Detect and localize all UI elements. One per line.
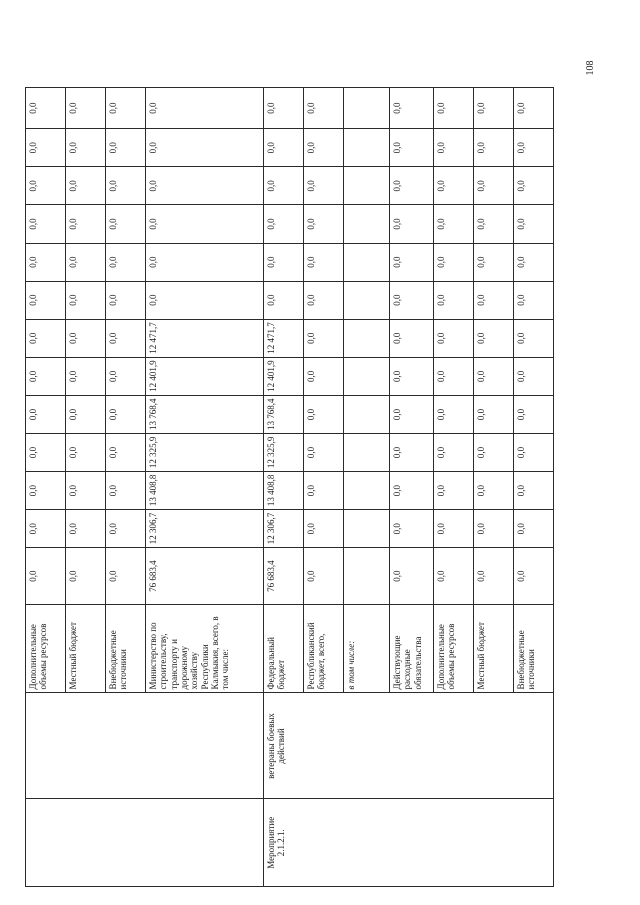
value-cell: 0,0 (474, 395, 514, 433)
funding-source-label: Внебюджетные источники (514, 604, 554, 693)
value-cell: 0,0 (514, 167, 554, 205)
value-cell: 0,0 (264, 167, 304, 205)
value-cell (344, 281, 390, 319)
value-cell: 0,0 (26, 510, 66, 548)
budget-table (25, 87, 554, 887)
value-cell: 0,0 (474, 357, 514, 395)
value-cell: 12 325,9 (264, 433, 304, 471)
funding-source-label: в том числе: (344, 604, 390, 693)
measure-name: ветераны боевых действий (264, 693, 554, 799)
value-cell (344, 433, 390, 471)
value-cell: 0,0 (434, 281, 474, 319)
value-cell: 0,0 (106, 395, 146, 433)
value-cell: 0,0 (66, 205, 106, 243)
value-cell: 0,0 (434, 472, 474, 510)
value-cell (344, 510, 390, 548)
value-cell: 12 401,9 (146, 357, 264, 395)
value-cell: 0,0 (264, 281, 304, 319)
value-cell: 0,0 (26, 281, 66, 319)
value-cell: 0,0 (66, 319, 106, 357)
value-cell: 0,0 (390, 88, 434, 129)
value-cell: 0,0 (304, 281, 344, 319)
value-cell: 0,0 (474, 319, 514, 357)
value-cell: 0,0 (106, 357, 146, 395)
funding-source-label: Местный бюджет (474, 604, 514, 693)
value-cell: 0,0 (390, 319, 434, 357)
value-cell: 0,0 (66, 472, 106, 510)
value-cell (344, 167, 390, 205)
value-cell: 0,0 (390, 472, 434, 510)
value-cell: 12 325,9 (146, 433, 264, 471)
value-cell: 0,0 (474, 129, 514, 167)
value-cell: 0,0 (474, 281, 514, 319)
value-cell: 13 768,4 (146, 395, 264, 433)
total-cell (344, 548, 390, 605)
total-cell: 0,0 (66, 548, 106, 605)
value-cell: 0,0 (474, 243, 514, 281)
value-cell (344, 129, 390, 167)
value-cell: 0,0 (514, 129, 554, 167)
value-cell: 0,0 (434, 433, 474, 471)
value-cell: 0,0 (304, 357, 344, 395)
value-cell (344, 357, 390, 395)
value-cell: 0,0 (514, 510, 554, 548)
value-cell: 0,0 (514, 243, 554, 281)
funding-source-label: Дополнительные объемы ресурсов (434, 604, 474, 693)
total-cell: 0,0 (304, 548, 344, 605)
value-cell: 0,0 (106, 281, 146, 319)
value-cell: 0,0 (26, 357, 66, 395)
total-cell: 76 683,4 (146, 548, 264, 605)
value-cell: 0,0 (474, 88, 514, 129)
value-cell: 0,0 (304, 167, 344, 205)
value-cell: 0,0 (146, 167, 264, 205)
value-cell: 0,0 (26, 205, 66, 243)
value-cell: 0,0 (390, 395, 434, 433)
value-cell: 13 768,4 (264, 395, 304, 433)
value-cell: 0,0 (106, 319, 146, 357)
value-cell: 0,0 (26, 319, 66, 357)
funding-source-label: Республиканский бюджет, всего, (304, 604, 344, 693)
value-cell: 0,0 (106, 433, 146, 471)
value-cell: 0,0 (304, 395, 344, 433)
table-row (26, 88, 66, 887)
value-cell: 0,0 (304, 433, 344, 471)
value-cell: 0,0 (514, 281, 554, 319)
value-cell: 0,0 (474, 510, 514, 548)
value-cell (344, 319, 390, 357)
funding-source-label: Дополнительные объемы ресурсов (26, 604, 66, 693)
total-cell: 0,0 (26, 548, 66, 605)
value-cell: 0,0 (434, 243, 474, 281)
value-cell: 0,0 (390, 510, 434, 548)
value-cell: 0,0 (66, 357, 106, 395)
value-cell: 0,0 (66, 129, 106, 167)
value-cell: 12 471,7 (264, 319, 304, 357)
value-cell: 0,0 (514, 88, 554, 129)
value-cell: 0,0 (146, 129, 264, 167)
value-cell: 0,0 (304, 243, 344, 281)
value-cell: 0,0 (146, 281, 264, 319)
value-cell: 0,0 (304, 205, 344, 243)
value-cell: 0,0 (66, 510, 106, 548)
value-cell: 0,0 (514, 472, 554, 510)
value-cell: 12 306,7 (264, 510, 304, 548)
value-cell: 0,0 (304, 319, 344, 357)
value-cell: 0,0 (474, 167, 514, 205)
value-cell: 0,0 (26, 167, 66, 205)
value-cell: 0,0 (474, 472, 514, 510)
budget-table-rotated (25, 87, 570, 887)
value-cell: 0,0 (26, 129, 66, 167)
value-cell (344, 395, 390, 433)
table-body (26, 88, 554, 887)
value-cell: 0,0 (26, 88, 66, 129)
measure-name-block-above (26, 693, 264, 799)
value-cell: 0,0 (434, 357, 474, 395)
value-cell: 0,0 (264, 243, 304, 281)
value-cell: 0,0 (106, 88, 146, 129)
value-cell: 0,0 (106, 205, 146, 243)
table-row (264, 88, 304, 887)
value-cell: 0,0 (514, 205, 554, 243)
value-cell: 0,0 (434, 319, 474, 357)
value-cell (344, 205, 390, 243)
value-cell: 12 401,9 (264, 357, 304, 395)
page-number: 108 (585, 60, 596, 76)
value-cell (344, 243, 390, 281)
value-cell: 0,0 (106, 167, 146, 205)
value-cell: 0,0 (26, 433, 66, 471)
funding-source-label: Внебюджетные источники (106, 604, 146, 693)
value-cell: 0,0 (390, 129, 434, 167)
value-cell: 0,0 (434, 88, 474, 129)
value-cell: 0,0 (66, 395, 106, 433)
value-cell: 0,0 (514, 433, 554, 471)
value-cell: 0,0 (514, 319, 554, 357)
funding-source-label: Министерство по строительству, транспорту и дорожному хозяйству Республики Калмыкия, всего, в том числе: (146, 604, 264, 693)
value-cell: 0,0 (26, 395, 66, 433)
value-cell: 0,0 (146, 205, 264, 243)
value-cell: 0,0 (390, 433, 434, 471)
value-cell: 0,0 (26, 243, 66, 281)
value-cell: 0,0 (66, 281, 106, 319)
value-cell: 0,0 (264, 88, 304, 129)
value-cell: 0,0 (390, 167, 434, 205)
value-cell: 0,0 (304, 88, 344, 129)
value-cell: 12 471,7 (146, 319, 264, 357)
value-cell: 0,0 (264, 129, 304, 167)
value-cell: 0,0 (304, 510, 344, 548)
value-cell (344, 88, 390, 129)
value-cell: 0,0 (106, 129, 146, 167)
value-cell: 0,0 (264, 205, 304, 243)
total-cell: 0,0 (434, 548, 474, 605)
value-cell: 0,0 (390, 357, 434, 395)
total-cell: 76 683,4 (264, 548, 304, 605)
value-cell: 0,0 (434, 395, 474, 433)
value-cell: 0,0 (106, 243, 146, 281)
value-cell: 0,0 (390, 243, 434, 281)
value-cell: 0,0 (434, 510, 474, 548)
value-cell: 13 408,8 (146, 472, 264, 510)
value-cell: 0,0 (106, 472, 146, 510)
value-cell: 0,0 (474, 205, 514, 243)
value-cell: 0,0 (106, 510, 146, 548)
funding-source-label: Федеральный бюджет (264, 604, 304, 693)
total-cell: 0,0 (514, 548, 554, 605)
measure-code: Мероприятие 2.1.2.1. (264, 799, 554, 887)
value-cell: 0,0 (434, 167, 474, 205)
value-cell: 0,0 (66, 433, 106, 471)
value-cell: 0,0 (390, 281, 434, 319)
value-cell: 0,0 (304, 472, 344, 510)
value-cell: 0,0 (514, 357, 554, 395)
total-cell: 0,0 (474, 548, 514, 605)
funding-source-label: Местный бюджет (66, 604, 106, 693)
value-cell: 0,0 (66, 167, 106, 205)
value-cell: 0,0 (146, 243, 264, 281)
value-cell: 0,0 (66, 88, 106, 129)
value-cell: 12 306,7 (146, 510, 264, 548)
measure-block-above (26, 799, 264, 887)
value-cell: 0,0 (514, 395, 554, 433)
value-cell: 0,0 (146, 88, 264, 129)
value-cell: 0,0 (26, 472, 66, 510)
funding-source-label: Действующие расходные обязательства (390, 604, 434, 693)
value-cell: 0,0 (304, 129, 344, 167)
value-cell: 0,0 (474, 433, 514, 471)
value-cell: 0,0 (434, 205, 474, 243)
value-cell: 0,0 (66, 243, 106, 281)
total-cell: 0,0 (390, 548, 434, 605)
value-cell: 0,0 (390, 205, 434, 243)
value-cell (344, 472, 390, 510)
total-cell: 0,0 (106, 548, 146, 605)
value-cell: 13 408,8 (264, 472, 304, 510)
value-cell: 0,0 (434, 129, 474, 167)
